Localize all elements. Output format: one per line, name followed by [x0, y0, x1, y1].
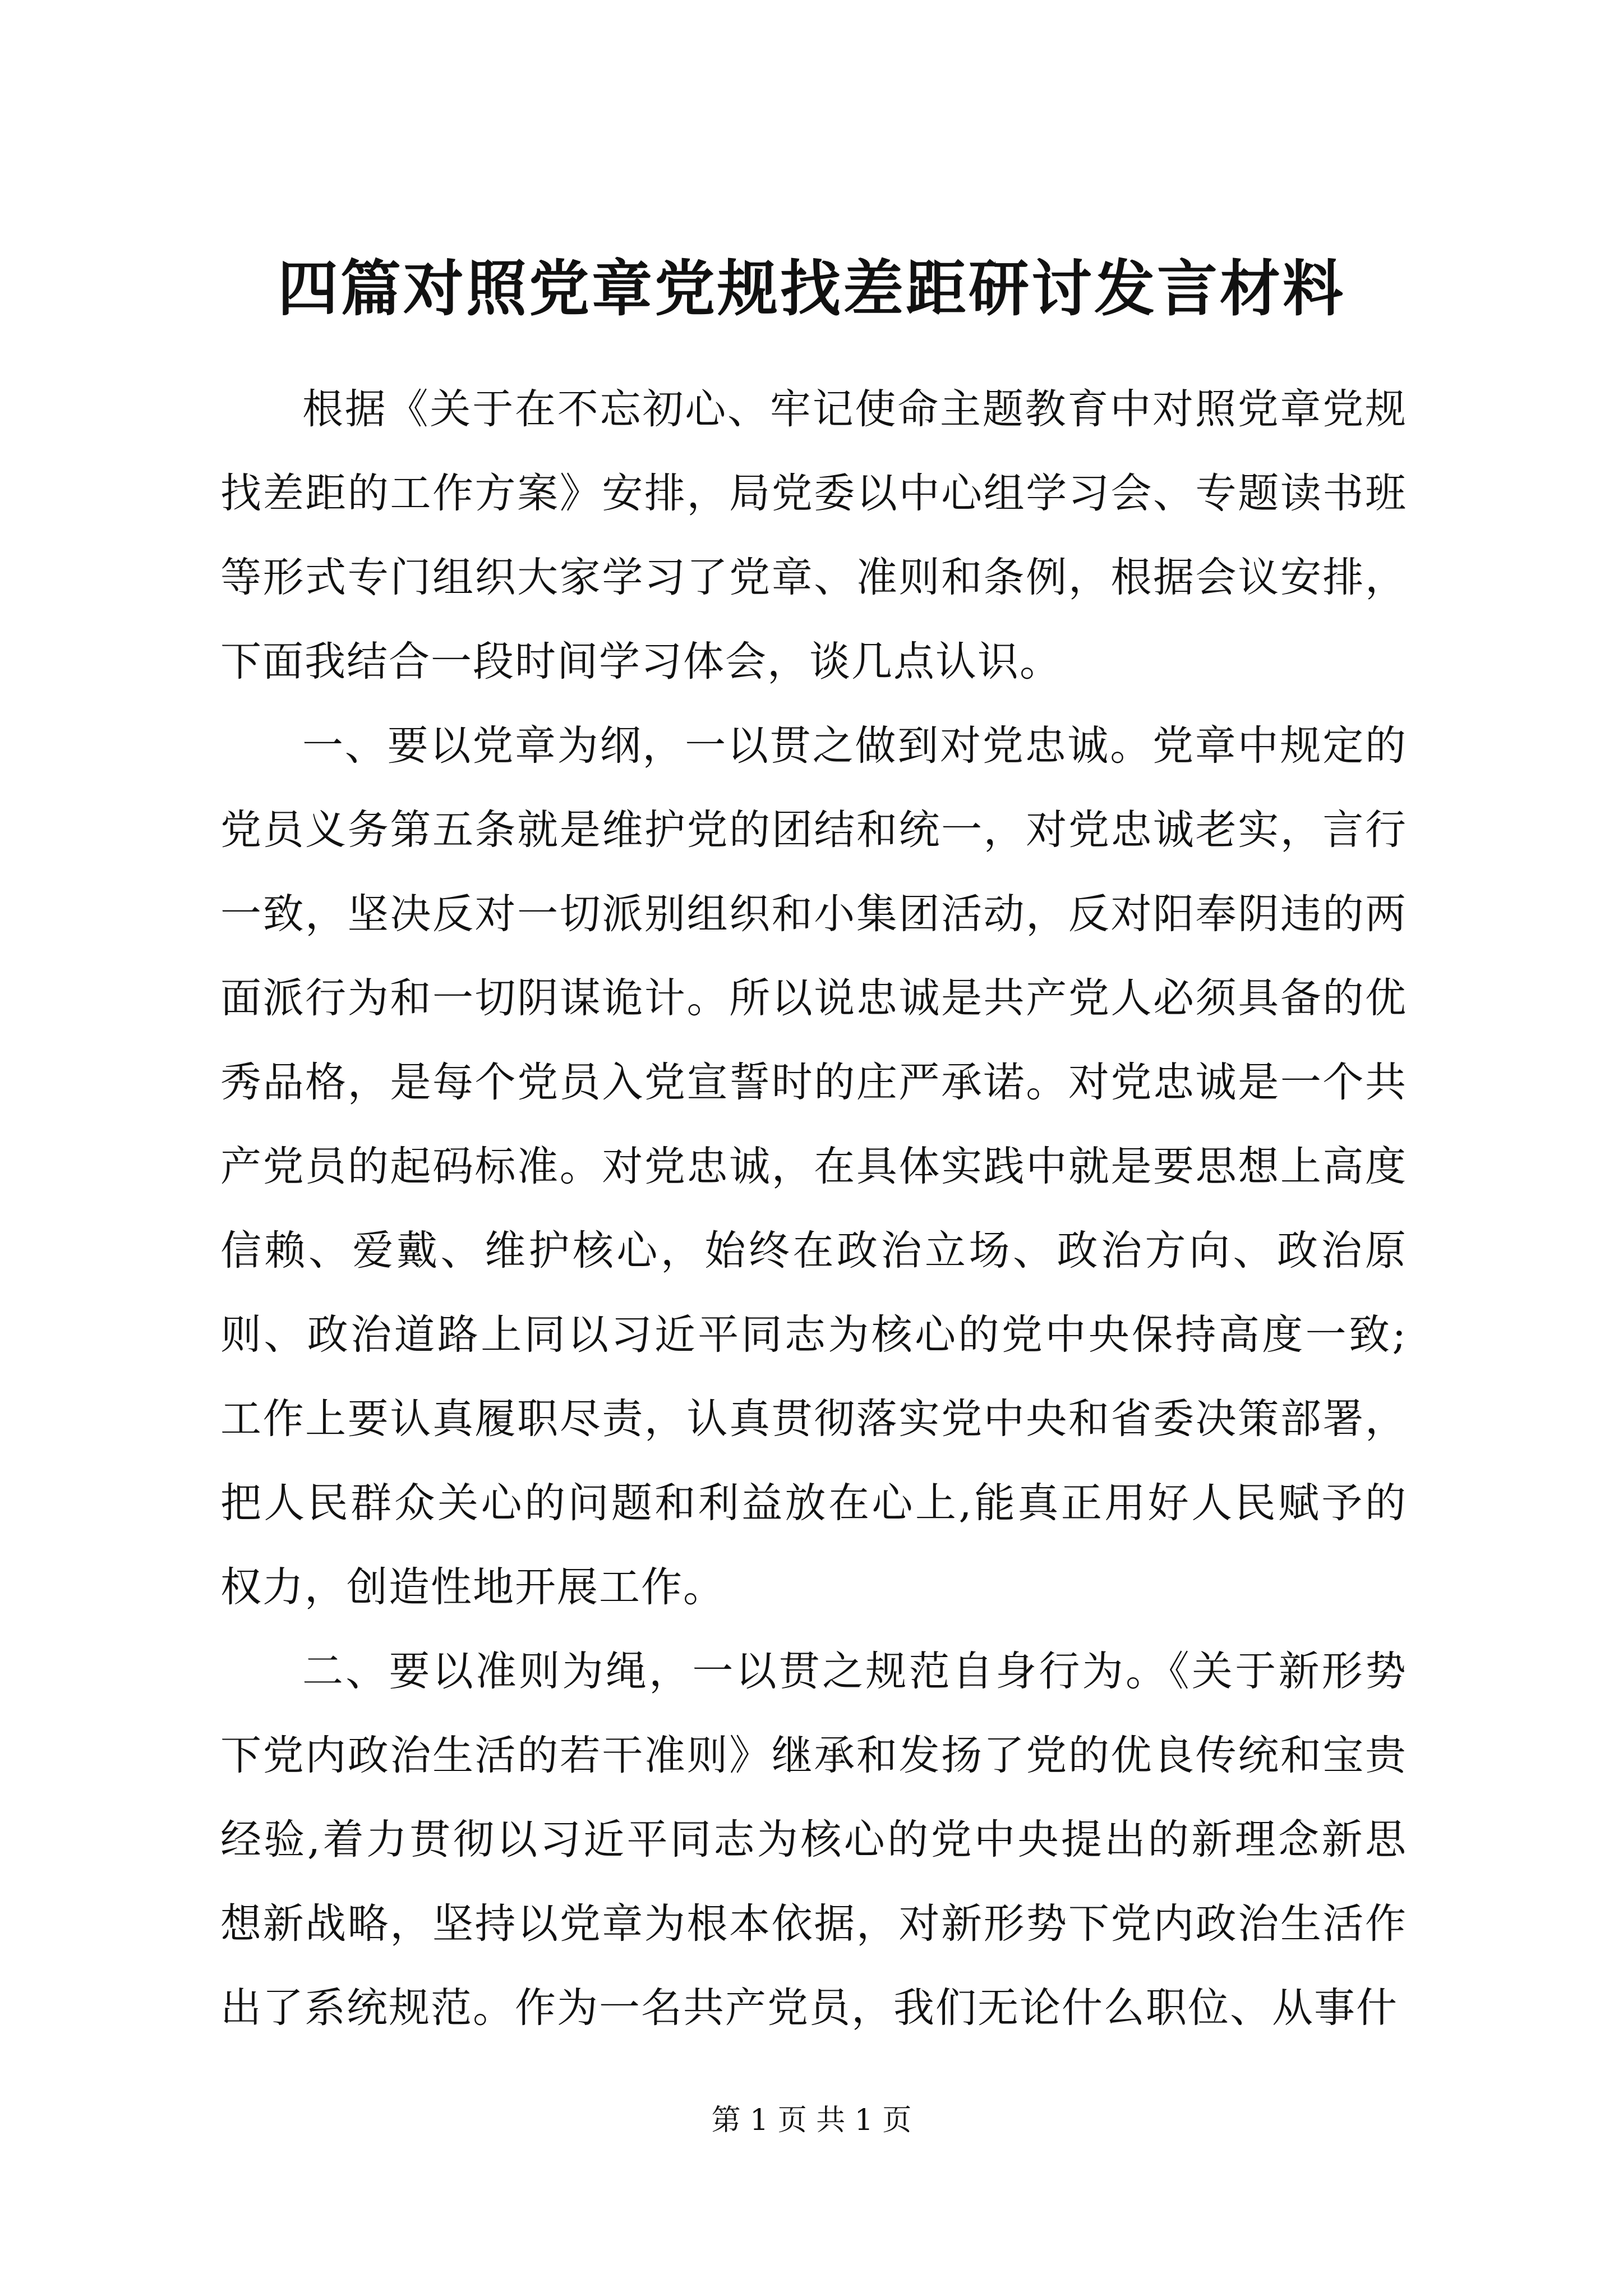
paragraph-intro: 根据《关于在不忘初心、牢记使命主题教育中对照党章党规找差距的工作方案》安排，局党委以中心组学习会、专题读书班等形式专门组织大家学习了党章、准则和条例，根据会议安排，下面我结合一段时间学习体会，谈几点认识。 — [220, 385, 1407, 685]
paragraph-section-two: 二、要以准则为绳，一以贯之规范自身行为。《关于新形势下党内政治生活的若干准则》继承和发扬了党的优良传统和宝贵经验,着力贯彻以习近平同志为核心的党中央提出的新理念新思想新战略，坚持以党章为根本依据，对新形势下党内政治生活作出了系统规范。作为一名共产党员，我们无论什么职位、从事什 — [220, 1648, 1407, 2032]
paragraph-section-one: 一、要以党章为纲，一以贯之做到对党忠诚。党章中规定的党员义务第五条就是维护党的团结和统一，对党忠诚老实，言行一致，坚决反对一切派别组织和小集团活动，反对阳奉阴违的两面派行为和一切阴谋诡计。所以说忠诚是共产党人必须具备的优秀品格，是每个党员入党宣誓时的庄严承诺。对党忠诚是一个共产党员的起码标准。对党忠诚，在具体实践中就是要思想上高度信赖、爱戴、维护核心，始终在政治立场、政治方向、政治原则、政治道路上同以习近平同志为核心的党中央保持高度一致;工作上要认真履职尽责，认真贯彻落实党中央和省委决策部署，把人民群众关心的问题和利益放在心上,能真正用好人民赋予的权力，创造性地开展工作。 — [220, 722, 1407, 1611]
page-footer: 第 1 页 共 1 页 — [711, 2104, 912, 2137]
document-body — [220, 367, 1407, 2050]
document-title: 四篇对照党章党规找差距研讨发言材料 — [277, 254, 1345, 324]
